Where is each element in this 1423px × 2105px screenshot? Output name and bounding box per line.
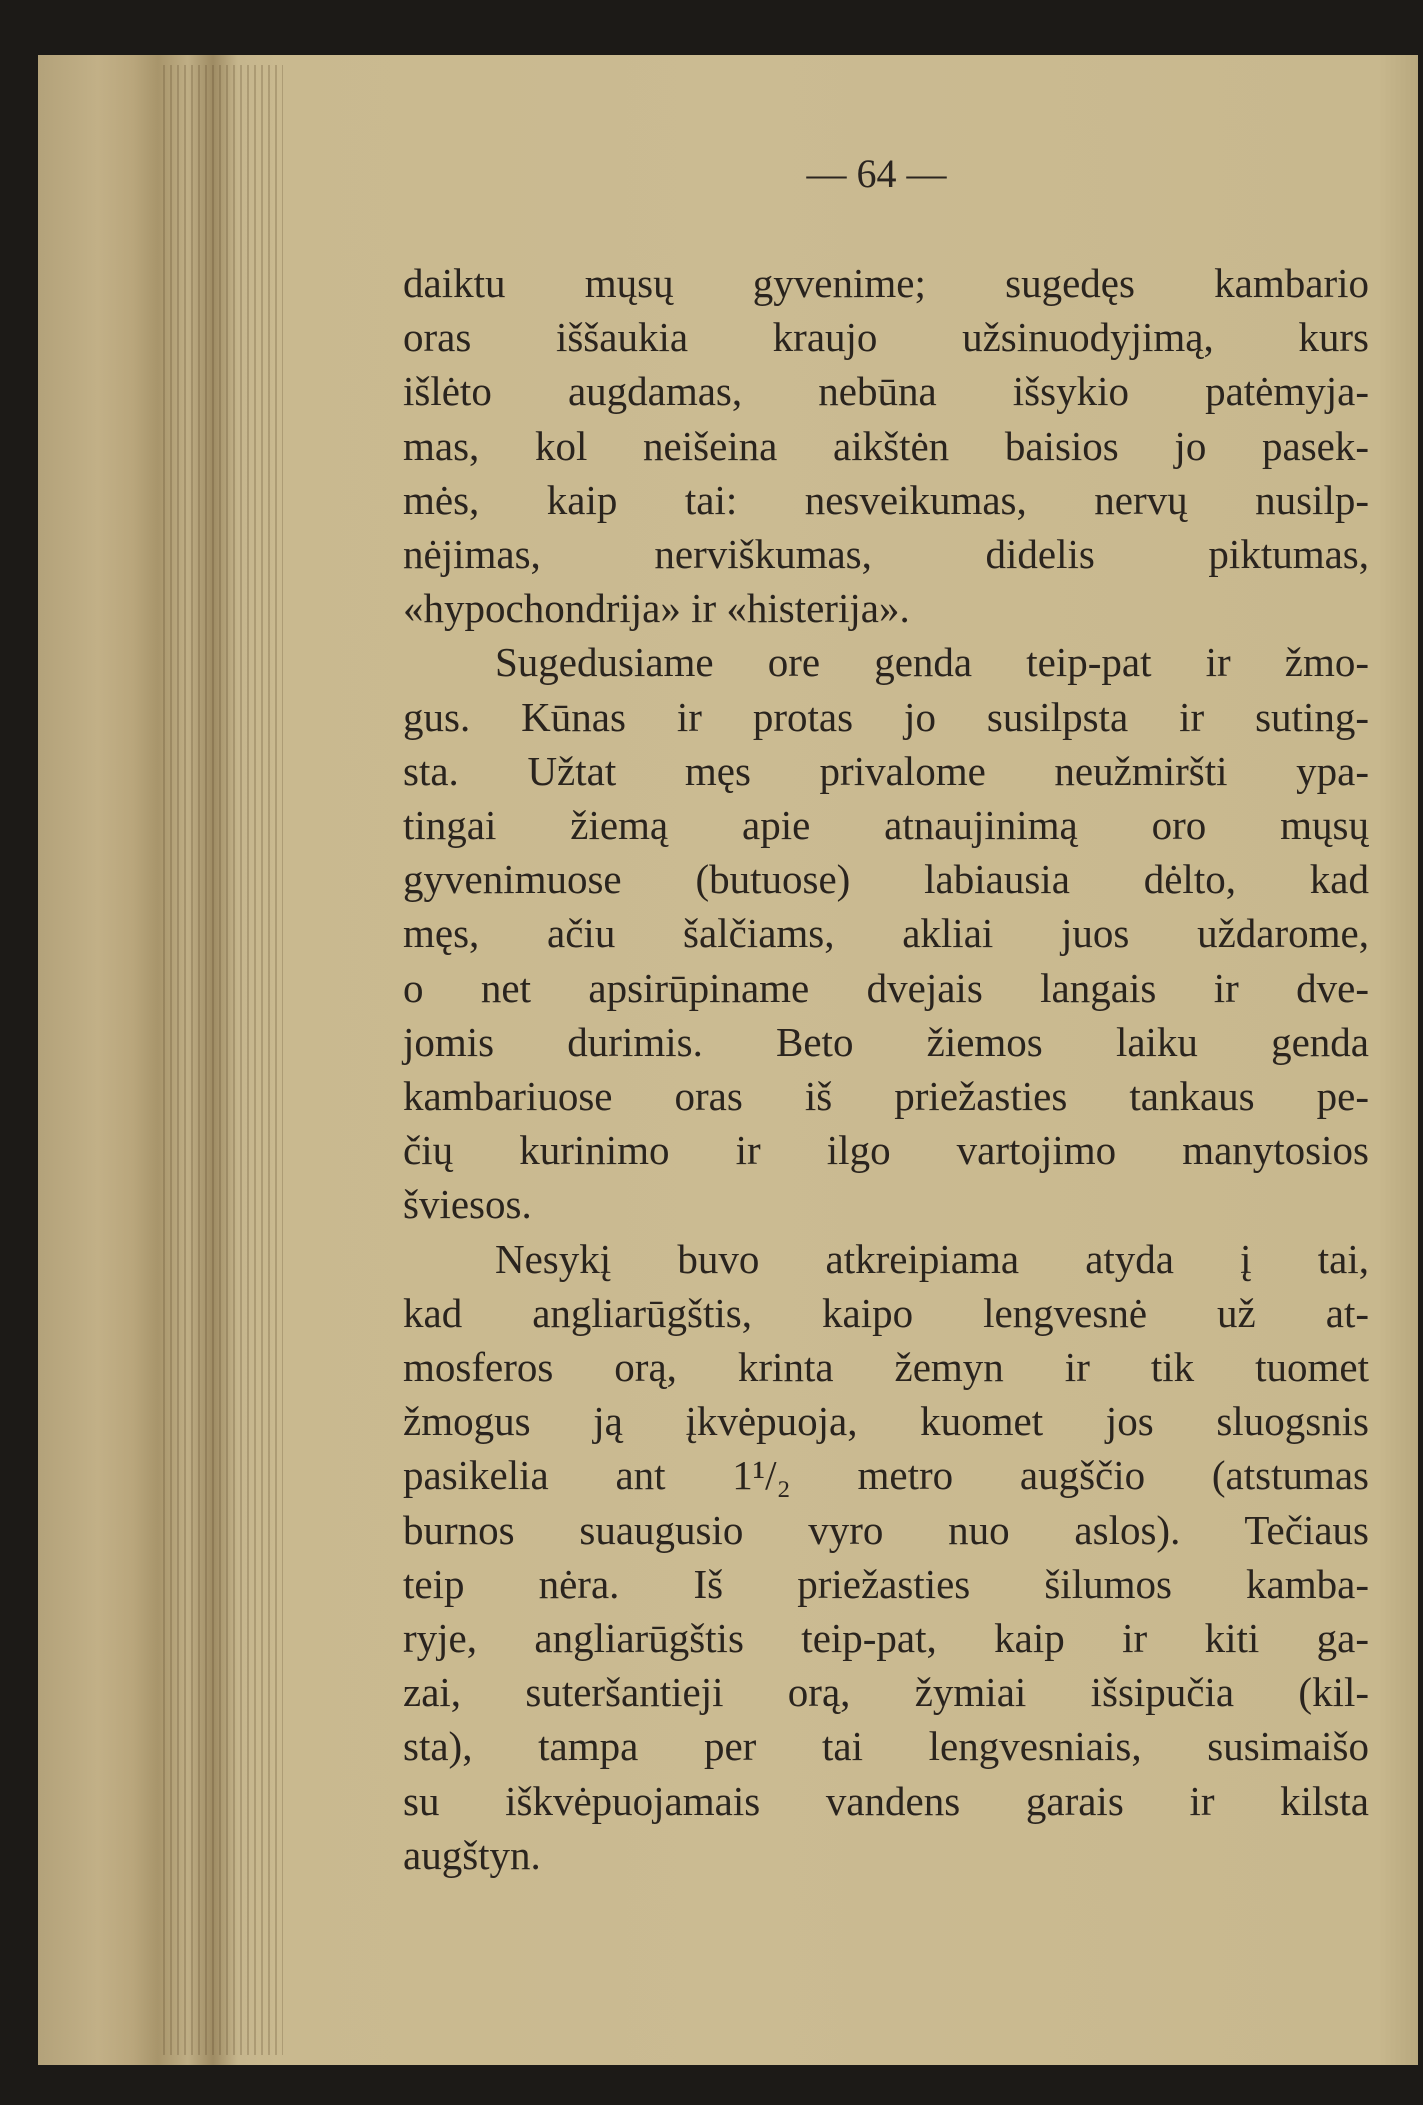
- text-line: žmogus ją įkvėpuoja, kuomet jos sluogsnis: [403, 1398, 1369, 1445]
- text-line: teip nėra. Iš priežasties šilumos kamba-: [403, 1560, 1369, 1607]
- text-line: tingai žiemą apie atnaujinimą oro mųsų: [403, 802, 1369, 849]
- text-line: sta), tampa per tai lengvesniais, susimaišo: [403, 1723, 1369, 1770]
- text-line: ryje, angliarūgštis teip-pat, kaip ir kiti ga-: [403, 1615, 1369, 1662]
- paragraph: [403, 1232, 1369, 1882]
- text-line: o net apsirūpiname dvejais langais ir dve-: [403, 964, 1369, 1011]
- text-line: zai, suteršantieji orą, žymiai išsipučia (kil-: [403, 1669, 1369, 1716]
- text-line: jomis durimis. Beto žiemos laiku genda: [403, 1018, 1369, 1065]
- text-line: Nesykį buvo atkreipiama atyda į tai,: [495, 1235, 1369, 1282]
- body-text: [403, 256, 1369, 1882]
- text-line: «hypochondrija» ir «histerija».: [403, 585, 910, 632]
- paragraph: [403, 635, 1369, 1231]
- text-line: pasikelia ant 1¹/₂ metro augščio (atstumas: [403, 1452, 1369, 1499]
- text-line: čių kurinimo ir ilgo vartojimo manytosios: [403, 1127, 1369, 1174]
- text-line: nėjimas, nerviškumas, didelis piktumas,: [403, 531, 1369, 578]
- text-line: męs, ačiu šalčiams, akliai juos uždarome,: [403, 910, 1369, 957]
- text-line: kad angliarūgštis, kaipo lengvesnė už at-: [403, 1289, 1369, 1336]
- text-line: išlėto augdamas, nebūna išsykio patėmyja-: [403, 368, 1369, 415]
- page-edges: [163, 65, 283, 2055]
- text-line: augštyn.: [403, 1831, 541, 1878]
- text-line: daiktu mųsų gyvenime; sugedęs kambario: [403, 260, 1369, 306]
- text-line: gus. Kūnas ir protas jo susilpsta ir suting-: [403, 693, 1369, 740]
- paragraph: [403, 256, 1369, 635]
- text-line: Sugedusiame ore genda teip-pat ir žmo-: [495, 639, 1369, 686]
- text-line: kambariuose oras iš priežasties tankaus pe-: [403, 1073, 1369, 1120]
- text-line: oras iššaukia kraujo užsinuodyjimą, kurs: [403, 314, 1369, 361]
- text-line: su iškvėpuojamais vandens garais ir kilsta: [403, 1777, 1369, 1824]
- text-line: mės, kaip tai: nesveikumas, nervų nusilp-: [403, 476, 1369, 523]
- text-line: burnos suaugusio vyro nuo aslos). Tečiaus: [403, 1506, 1369, 1553]
- text-line: gyvenimuose (butuose) labiausia dėlto, kad: [403, 856, 1369, 903]
- text-line: sta. Užtat męs privalome neužmiršti ypa-: [403, 747, 1369, 794]
- text-line: šviesos.: [403, 1181, 532, 1228]
- text-line: mas, kol neišeina aikštėn baisios jo pasek-: [403, 422, 1369, 469]
- page-number: — 64 —: [806, 151, 947, 196]
- text-line: mosferos orą, krinta žemyn ir tik tuomet: [403, 1344, 1369, 1391]
